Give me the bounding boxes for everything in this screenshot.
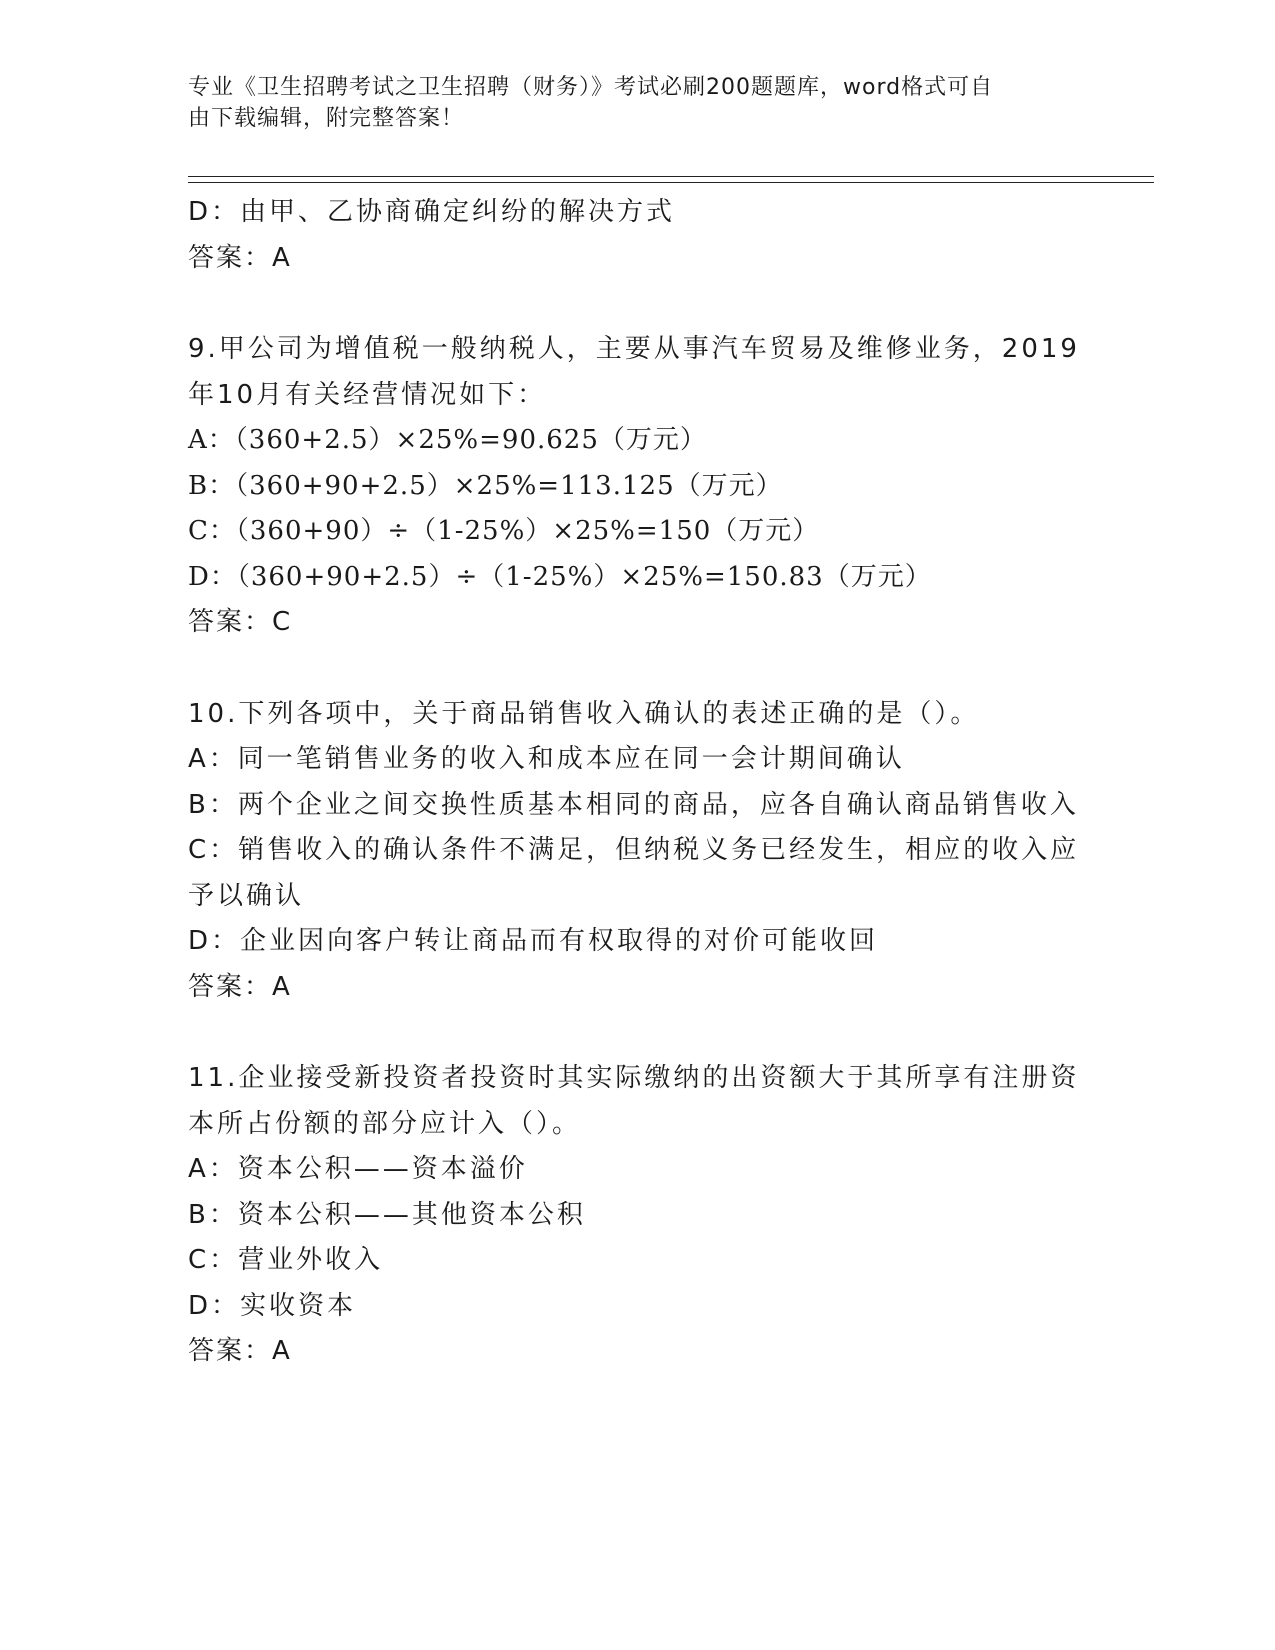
q10-option-b: B：两个企业之间交换性质基本相同的商品，应各自确认商品销售收入 (188, 789, 1079, 820)
q10-answer: 答案：A (188, 971, 292, 1002)
q11-option-d: D：实收资本 (188, 1290, 357, 1321)
q8-answer: 答案：A (188, 242, 292, 273)
header-divider-top (188, 176, 1154, 177)
q11-stem-line-2: 本所占份额的部分应计入（）。 (188, 1108, 582, 1139)
document-header (188, 72, 1078, 134)
q9-option-d: D：（360+90+2.5）÷（1-25%）×25%=150.83（万元） (188, 561, 932, 592)
q11-option-b: B：资本公积——其他资本公积 (188, 1199, 586, 1230)
q8-option-d: D：由甲、乙协商确定纠纷的解决方式 (188, 197, 676, 227)
q9-stem-line-1: 9.甲公司为增值税一般纳税人，主要从事汽车贸易及维修业务，2019 (188, 334, 1080, 364)
q10-option-c-line-1: C：销售收入的确认条件不满足，但纳税义务已经发生，相应的收入应 (188, 835, 1080, 865)
question-content (188, 190, 1078, 1375)
q9-option-c: C：（360+90）÷（1-25%）×25%=150（万元） (188, 516, 820, 546)
spacer (188, 646, 1078, 692)
spacer (188, 281, 1078, 327)
q10-option-d: D：企业因向客户转让商品而有权取得的对价可能收回 (188, 926, 879, 956)
q11-option-c: C：营业外收入 (188, 1245, 384, 1275)
q9-answer: 答案：C (188, 607, 293, 637)
q10-option-c-line-2: 予以确认 (188, 880, 305, 911)
q11-stem-line-1: 11.企业接受新投资者投资时其实际缴纳的出资额大于其所享有注册资 (188, 1063, 1080, 1093)
question-8-tail (188, 190, 1078, 281)
question-9 (188, 327, 1078, 646)
q11-option-a: A：资本公积——资本溢价 (188, 1154, 528, 1184)
q9-option-a: A：（360+2.5）×25%=90.625（万元） (188, 425, 707, 455)
q10-option-a: A：同一笔销售业务的收入和成本应在同一会计期间确认 (188, 744, 905, 774)
question-11 (188, 1056, 1078, 1375)
header-line-2: 由下载编辑，附完整答案！ (188, 106, 465, 131)
spacer (188, 1010, 1078, 1056)
header-line-1: 专业《卫生招聘考试之卫生招聘（财务）》考试必刷200题题库，word格式可自 (188, 75, 994, 100)
header-divider-bottom (188, 182, 1154, 183)
question-10 (188, 692, 1078, 1011)
q9-stem-line-2: 年10月有关经营情况如下： (188, 379, 547, 410)
q11-answer: 答案：A (188, 1336, 292, 1366)
q10-stem: 10.下列各项中，关于商品销售收入确认的表述正确的是（）。 (188, 698, 980, 729)
q9-option-b: B：（360+90+2.5）×25%=113.125（万元） (188, 470, 783, 501)
